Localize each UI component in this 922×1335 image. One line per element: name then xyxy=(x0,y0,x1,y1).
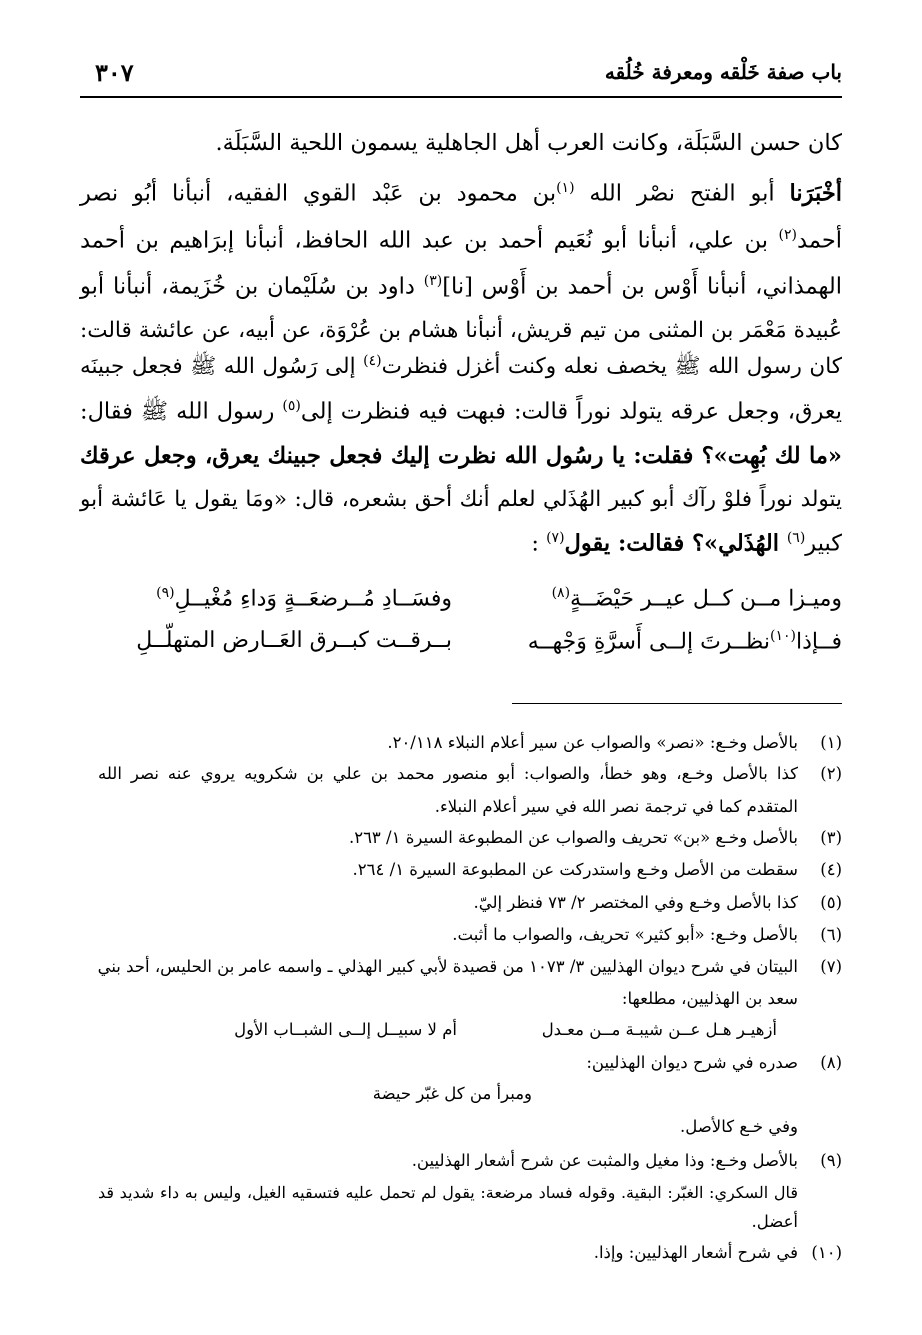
footnote-1-text: بالأصل وخـع: «نصر» والصواب عن سير أعلام النبلاء ٢٠/١١٨. xyxy=(387,733,798,752)
footnote-ref-6: (٦) xyxy=(786,530,806,546)
footnote-ref-1: (١) xyxy=(556,180,575,196)
footnote-1-number: (١) xyxy=(820,733,842,752)
footnote-2-number: (٢) xyxy=(820,764,842,783)
footnote-8-number: (٨) xyxy=(820,1053,842,1072)
footnote-rule xyxy=(512,703,842,704)
footnote-6-number: (٦) xyxy=(820,925,842,944)
body-line-7: يعرق، وجعل عرقه يتولد نوراً قالت: فبهت فيه فنظرت إلى$^{(٥)}$ رسول الله ﷺ فقال: xyxy=(80,398,842,425)
body-line-1: كان حسن السَّبَلَة، وكانت العرب أهل الجاهلية يسمون اللحية السَّبَلَة. xyxy=(215,130,842,156)
body-line-8: «ما لك بُهِت»؟ فقلت: يا رسُول الله نظرت إليك فجعل جبينك يعرق، وجعل عرقك xyxy=(80,443,842,469)
header-rule xyxy=(80,96,842,98)
footnote-ref-10: (١٠) xyxy=(769,628,796,644)
body-line-6: كان رسول الله ﷺ يخصف نعله وكنت أغزل فنظرت$^{(٤)}$ إلى رَسُول الله ﷺ فجعل جبينَه xyxy=(80,353,843,380)
footnote-7-line-1: البيتان في شرح ديوان الهذليين ٣/ ١٠٧٣ من قصيدة لأبي كبير الهذلي ـ واسمه عامر بن الحليس، أحد بني xyxy=(97,957,798,976)
footnote-ref-7: (٧) xyxy=(546,530,565,546)
footnote-8-verse: ومبرأ من كل غبّر حيضة xyxy=(372,1084,532,1103)
body-line-2: أخْبَرَنا أبو الفتح نصْر الله $^{(١)}$بن محمود بن عَبْد القوي الفقيه، أنبأنا أبُو نصر xyxy=(80,180,842,207)
footnote-ref-2: (٢) xyxy=(778,227,798,243)
footnote-ref-9: (٩) xyxy=(156,585,175,601)
footnote-3-text: بالأصل وخـع «بن» تحريف والصواب عن المطبوعة السيرة ١/ ٢٦٣. xyxy=(348,828,798,847)
footnote-ref-5: (٥) xyxy=(282,398,301,414)
body-line-4: الهمذاني، أنبأنا أَوْس بن أحمد بن أَوْس [نا]$^{(٣)}$ داود بن سُلَيْمان بن خُزَيمة، أنبأنا أبو xyxy=(80,273,843,300)
footnote-3-number: (٣) xyxy=(820,828,842,847)
footnote-ref-8: (٨) xyxy=(551,585,571,601)
footnote-10-number: (١٠) xyxy=(811,1243,842,1262)
footnote-5-number: (٥) xyxy=(820,893,842,912)
body-line-3: أحمد$^{(٢)}$ بن علي، أنبأنا أبو نُعَيم أحمد بن عبد الله الحافظ، أنبأنا إبرَاهيم بن أحمد xyxy=(80,227,842,254)
body-line-5: عُبيدة مَعْمَر بن المثنى من تيم قريش، أنبأنا هشام بن عُرْوَة، عن أبيه، عن عائشة قالت: xyxy=(80,318,842,343)
body-line-10: كبير$^{(٦)}$ الهُذَلي»؟ فقالت: يقول$^{(٧)}$ : xyxy=(531,530,842,557)
footnote-9-line-1: بالأصل وخـع: وذا مغيل والمثبت عن شرح أشعار الهذليين. xyxy=(411,1151,798,1170)
footnote-7-verse-second: أم لا سبيــل إلــى الشبــاب الأول xyxy=(234,1020,457,1039)
footnote-ref-3: (٣) xyxy=(423,273,443,289)
footnote-7-line-2: سعد بن الهذليين، مطلعها: xyxy=(621,989,798,1008)
footnote-9-line-3: أعضل. xyxy=(751,1212,798,1231)
footnote-9-number: (٩) xyxy=(820,1151,842,1170)
footnote-8-line-2: وفي خـع كالأصل. xyxy=(680,1117,798,1136)
footnote-ref-4: (٤) xyxy=(363,353,382,369)
body-line-9: يتولد نوراً فلوْ رآك أبو كبير الهُذَلي لعلم أنك أحق بشعره، قال: «ومَا يقول يا عَائشة أبو xyxy=(80,487,842,512)
bold-prefix: أخْبَرَنا xyxy=(789,180,842,207)
footnote-9-line-2: قال السكري: الغبّر: البقية. وقوله فساد مرضعة: يقول لم تحمل عليه فتسقيه الغيل، وليس به داء شديد قد xyxy=(98,1183,798,1202)
footnote-4-text: سقطت من الأصل وخـع واستدركت عن المطبوعة السيرة ١/ ٢٦٤. xyxy=(352,860,798,879)
footnote-6-text: بالأصل وخـع: «أبو كثير» تحريف، والصواب ما أثبت. xyxy=(452,925,798,944)
footnote-7-number: (٧) xyxy=(820,957,842,976)
running-header-title: باب صفة خَلْقه ومعرفة خُلُقه xyxy=(604,60,842,84)
verse-2-first-hemistich: فــإذا$^{(١٠)}$نظــرتَ إلــى أَسرَّةِ وَجْهــه xyxy=(527,628,842,655)
footnote-4-number: (٤) xyxy=(820,860,842,879)
verse-1-second-hemistich: وفسَــادِ مُــرضعَــةٍ وَداءِ مُغْيــلِ$^{(٩)}$ xyxy=(156,585,452,612)
footnote-2-line-2: المتقدم كما في ترجمة نصر الله في سير أعلام النبلاء. xyxy=(434,797,798,816)
footnote-10-text: في شرح أشعار الهذليين: وإذا. xyxy=(593,1243,798,1262)
footnote-5-text: كذا بالأصل وخـع وفي المختصر ٢/ ٧٣ فنظر إليّ. xyxy=(473,893,798,912)
verse-1-first-hemistich: وميـزا مــن كــل عيــر حَيْضَــةٍ$^{(٨)}$ xyxy=(551,585,842,612)
page-number: ٣٠٧ xyxy=(95,58,134,87)
verse-2-second-hemistich: بــرقــت كبــرق العَــارض المتهلّــلِ xyxy=(136,628,452,653)
footnote-7-verse-first: أزهيـر هـل عــن شيبـة مــن معـدل xyxy=(541,1020,777,1039)
footnote-2-line-1: كذا بالأصل وخـع، وهو خطأ، والصواب: أبو منصور محمد بن علي بن شكرويه يروي عنه نصر الله xyxy=(98,764,798,783)
footnote-8-line-1: صدره في شرح ديوان الهذليين: xyxy=(586,1053,798,1072)
